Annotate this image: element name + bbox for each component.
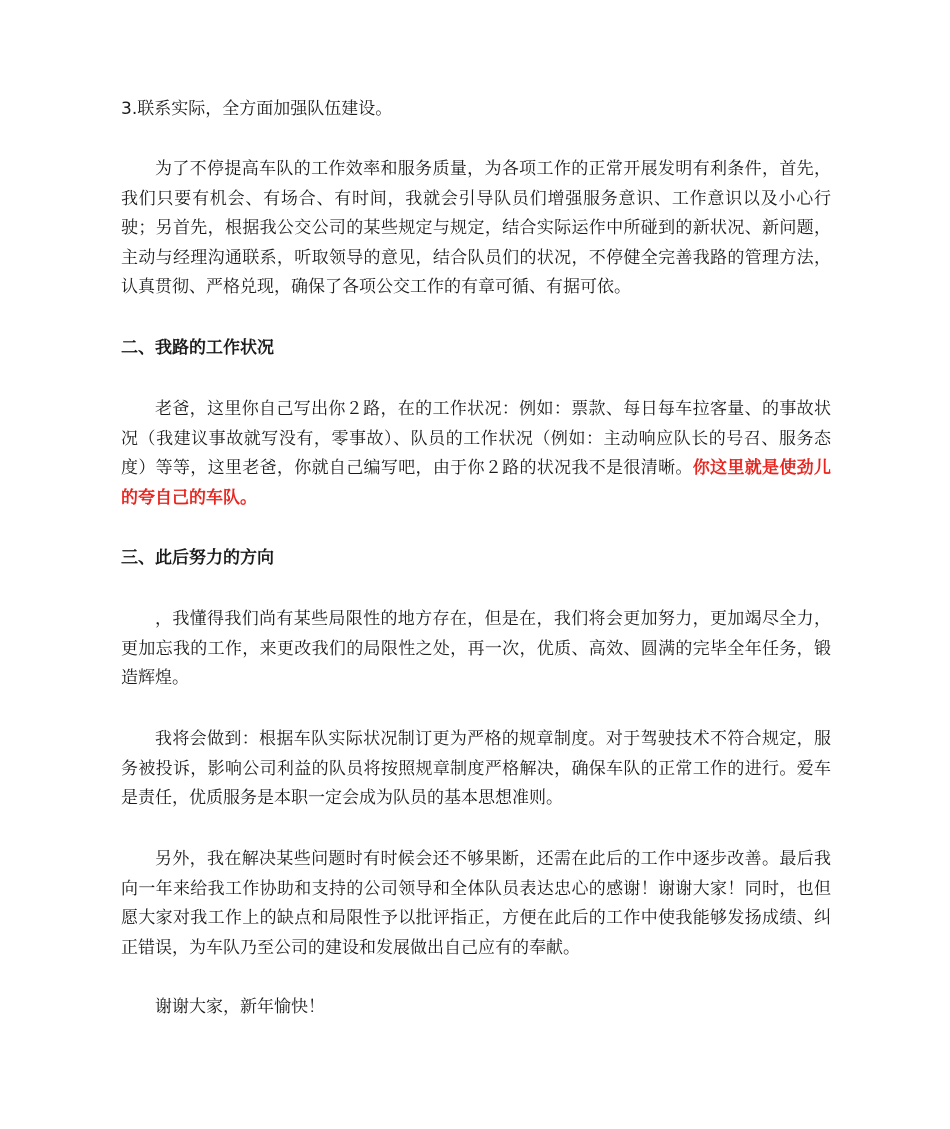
paragraph-work-status-text: 老爸，这里你自己写出你２路，在的工作状况：例如：票款、每日每车拉客量、的事故状况（我建议事故就写没有，零事故）、队员的工作状况（例如：主动响应队长的号召、服务态度）等等，这里老爸，你就自己编写吧，由于你２路的状况我不是很清晰。: [121, 399, 831, 478]
heading-future-direction: 三、此后努力的方向: [121, 548, 274, 568]
section-item-3: 3.联系实际，全方面加强队伍建设。: [121, 99, 393, 119]
paragraph-thanks: 另外，我在解决某些问题时有时候会还不够果断，还需在此后的工作中逐步改善。最后我向一年来给我工作协助和支持的公司领导和全体队员表达忠心的感谢！谢谢大家！同时，也但愿大家对我工作上的缺点和局限性予以批评指正，方便在此后的工作中使我能够发扬成绩、纠正错误，为车队乃至公司的建设和发展做出自己应有的奉献。: [121, 849, 831, 958]
closing-line: 谢谢大家，新年愉快！: [155, 997, 325, 1017]
paragraph-commitments: 我将会做到：根据车队实际状况制订更为严格的规章制度。对于驾驶技术不符合规定，服务被投诉，影响公司利益的队员将按照规章制度严格解决，确保车队的正常工作的进行。爱车是责任，优质服务是本职一定会成为队员的基本思想准则。: [121, 729, 831, 808]
paragraph-work-status: [121, 395, 831, 513]
paragraph-team-building: 为了不停提高车队的工作效率和服务质量，为各项工作的正常开展发明有利条件，首先，我们只要有机会、有场合、有时间，我就会引导队员们增强服务意识、工作意识以及小心行驶；另首先，根据我公交公司的某些规定与规定，结合实际运作中所碰到的新状况、新问题，主动与经理沟通联系，听取领导的意见，结合队员们的状况，不停健全完善我路的管理方法，认真贯彻、严格兑现，确保了各项公交工作的有章可循、有据可依。: [121, 159, 831, 297]
highlighted-note: 你这里就是使劲儿的夸自己的车队。: [121, 458, 832, 508]
heading-work-status: 二、我路的工作状况: [121, 338, 274, 358]
paragraph-limitations: ，我懂得我们尚有某些局限性的地方存在，但是在，我们将会更加努力，更加竭尽全力，更加忘我的工作，来更改我们的局限性之处，再一次，优质、高效、圆满的完毕全年任务，锻造辉煌。: [121, 609, 831, 688]
